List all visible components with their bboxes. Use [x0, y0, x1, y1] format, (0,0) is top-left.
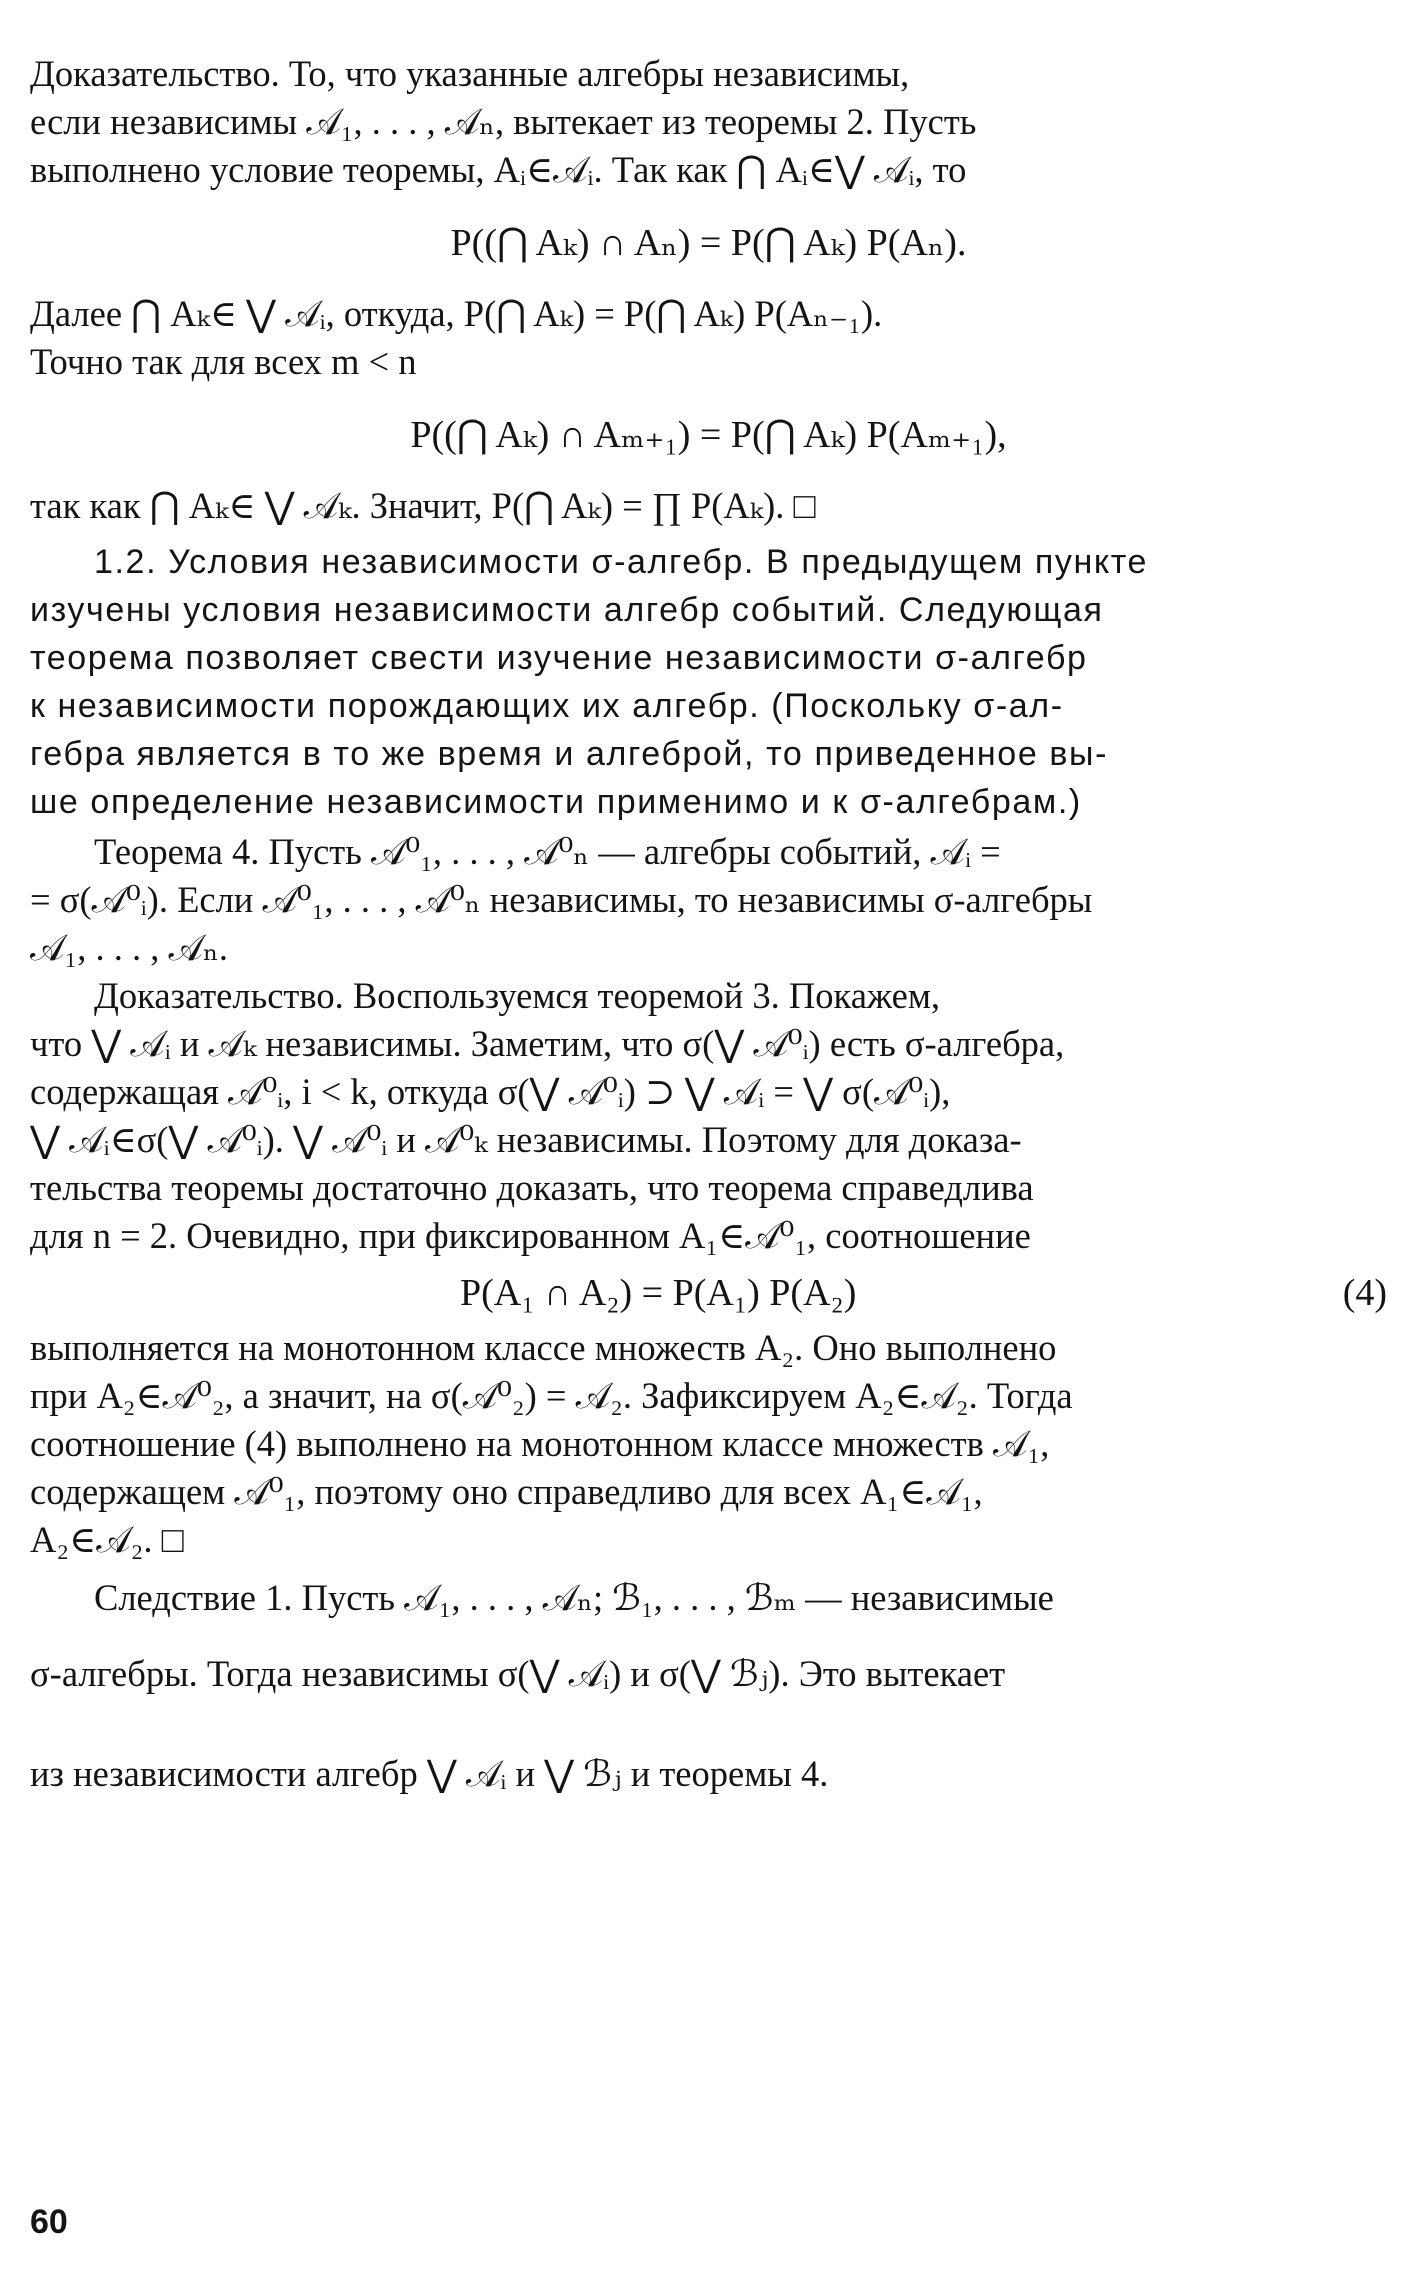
proof-line: A₂∈𝒜₂. □ — [30, 1519, 184, 1560]
theorem-line: Теорема 4. Пусть 𝒜⁰₁, . . . , 𝒜⁰ₙ — алгебры событий, 𝒜ᵢ = — [94, 831, 1001, 872]
text-line: Доказательство. То, что указанные алгебры независимы, — [30, 53, 910, 94]
corollary-line: σ-алгебры. Тогда независимы σ(⋁ 𝒜ᵢ) и σ(⋁ ℬⱼ). Это вытекает — [30, 1652, 1006, 1694]
text-line: гебра является в то же время и алгеброй, то приведенное вы- — [30, 735, 1108, 773]
section-heading-line: 1.2. Условия независимости σ-алгебр. В предыдущем пункте — [94, 543, 1149, 581]
equation-number: (4) — [1342, 1271, 1387, 1314]
text-line: к независимости порождающих их алгебр. (Поскольку σ-ал- — [30, 687, 1064, 725]
page-number: 60 — [30, 2203, 68, 2241]
corollary-line: из независимости алгебр ⋁ 𝒜ᵢ и ⋁ ℬⱼ и теоремы 4. — [30, 1752, 829, 1794]
theorem-line: 𝒜₁, . . . , 𝒜ₙ. — [30, 927, 228, 968]
proof-line: что ⋁ 𝒜ᵢ и 𝒜ₖ независимы. Заметим, что σ(⋁ 𝒜⁰ᵢ) есть σ-алгебра, — [30, 1023, 1065, 1064]
proof-line: тельства теоремы достаточно доказать, что теорема справедлива — [30, 1167, 1034, 1208]
text-line: теорема позволяет свести изучение независимости σ-алгебр — [30, 639, 1088, 677]
display-formula: P((⋂ Aₖ) ∩ Aₘ₊₁) = P(⋂ Aₖ) P(Aₘ₊₁), — [410, 413, 1007, 456]
text-line: Точно так для всех m < n — [30, 341, 417, 382]
equation-body: P(A₁ ∩ A₂) = P(A₁) P(A₂) — [460, 1271, 857, 1314]
proof-line: для n = 2. Очевидно, при фиксированном A₁∈𝒜⁰₁, соотношение — [30, 1215, 1031, 1256]
text-line: так как ⋂ Aₖ∈ ⋁ 𝒜ₖ. Значит, P(⋂ Aₖ) = ∏ P(Aₖ). □ — [30, 485, 816, 526]
display-formula: P((⋂ Aₖ) ∩ Aₙ) = P(⋂ Aₖ) P(Aₙ). — [450, 221, 967, 264]
text-line: изучены условия независимости алгебр событий. Следующая — [30, 591, 1104, 629]
text-line: если независимы 𝒜₁, . . . , 𝒜ₙ, вытекает из теоремы 2. Пусть — [30, 101, 977, 142]
text-line: ше определение независимости применимо и к σ-алгебрам.) — [30, 783, 1082, 821]
text-line: Далее ⋂ Aₖ∈ ⋁ 𝒜ᵢ, откуда, P(⋂ Aₖ) = P(⋂ Aₖ) P(Aₙ₋₁). — [30, 293, 883, 334]
proof-line: Доказательство. Воспользуемся теоремой 3. Покажем, — [94, 975, 941, 1016]
numbered-equation — [30, 1266, 1387, 1320]
text-line: выполнено условие теоремы, Aᵢ∈𝒜ᵢ. Так как ⋂ Aᵢ∈⋁ 𝒜ᵢ, то — [30, 149, 967, 190]
proof-line: соотношение (4) выполнено на монотонном классе множеств 𝒜₁, — [30, 1423, 1050, 1464]
corollary-line: Следствие 1. Пусть 𝒜₁, . . . , 𝒜ₙ; ℬ₁, . . . , ℬₘ — независимые — [94, 1577, 1054, 1618]
proof-line: при A₂∈𝒜⁰₂, а значит, на σ(𝒜⁰₂) = 𝒜₂. Зафиксируем A₂∈𝒜₂. Тогда — [30, 1375, 1073, 1416]
proof-line: ⋁ 𝒜ᵢ∈σ(⋁ 𝒜⁰ᵢ). ⋁ 𝒜⁰ᵢ и 𝒜⁰ₖ независимы. Поэтому для доказа- — [30, 1119, 1022, 1160]
theorem-line: = σ(𝒜⁰ᵢ). Если 𝒜⁰₁, . . . , 𝒜⁰ₙ независимы, то независимы σ-алгебры — [30, 879, 1093, 920]
proof-line: содержащем 𝒜⁰₁, поэтому оно справедливо для всех A₁∈𝒜₁, — [30, 1471, 983, 1512]
proof-line: содержащая 𝒜⁰ᵢ, i < k, откуда σ(⋁ 𝒜⁰ᵢ) ⊃ ⋁ 𝒜ᵢ = ⋁ σ(𝒜⁰ᵢ), — [30, 1071, 951, 1112]
proof-line: выполняется на монотонном классе множеств A₂. Оно выполнено — [30, 1327, 1057, 1368]
